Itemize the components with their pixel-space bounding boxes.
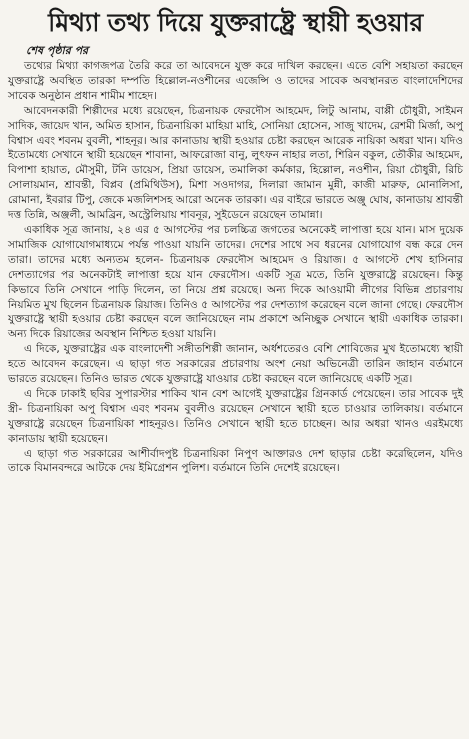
paragraph-2: আবেদনকারী শিল্পীদের মধ্যে রয়েছেন, চিত্রনায়ক ফেরদৌস আহমেদ, লিটু আনাম, বাপ্পী চৌধুরী, সাইমন সাদিক, জায়েদ খান, অমিত হাসান, চিত্রনায়িকা মাহিয়া মাহি, সোনিয়া হোসেন, সাজু খাদেম, রেশমী মির্জা, অপু বিশ্বাস এবং শবনম বুবলী, শাহনূর। আর কানাডায় স্থায়ী হওয়ার চেষ্টা করছেন আরেক নায়িকা অধরা খান। যদিও ইতোমধ্যে সেখানে স্থায়ী হয়েছেন শাবানা, আফরোজা বানু, লুৎফন নাহার লতা, শিরিন বকুল, তৌকীর আহমেদ, বিপাশা হায়াত, মৌসুমী, টনি ডায়েস, প্রিয়া ডায়েস, তমালিকা কর্মকার, হিল্লোল, নওশীন, রিয়া চৌধুরী, রিচি সোলায়মান, শ্রাবন্তী, বিপ্লব (প্রমিথিউস), মিশা সওদাগর, দিলারা জামান মুন্নী, কাজী মারুফ, মোনালিসা, রোমানা, ইবরার টিপু, জেকে মজলিশসহ আরো অনেক তারকা। এর বাইরে ভারতে অঞ্জু ঘোষ, কানাডায় শ্রাবন্তী দত্ত তিন্নি, অঞ্জলী, আমব্রিন, অস্ট্রেলিয়ায় শাবনূর, সুইডেনে রয়েছেন তামান্না। (8, 104, 463, 222)
continued-label: শেষ পৃষ্ঠার পর (26, 44, 89, 57)
headline: মিথ্যা তথ্য দিয়ে যুক্তরাষ্ট্রে স্থায়ী হওয়ার (48, 8, 423, 37)
paragraph-5: এ দিকে ঢাকাই ছবির সুপারস্টার শাকিব খান বেশ আগেই যুক্তরাষ্ট্রের গ্রিনকার্ড পেয়েছেন। তার সাবেক দুই স্ত্রী- চিত্রনায়িকা অপু বিশ্বাস এবং শবনম বুবলীও রয়েছেন সেখানে স্থায়ী হতে চাওয়ার তালিকায়। বর্তমানে যুক্তরাষ্ট্রে রয়েছেন চিত্রনায়িকা শাহনূরও। তিনিও সেখানে স্থায়ী হতে চাচ্ছেন। আর অধরা খানও এরইমধ্যে কানাডায় স্থায়ী হয়েছেন। (8, 387, 463, 445)
paragraph-6: এ ছাড়া গত সরকারের আশীর্বাদপুষ্ট চিত্রনায়িকা নিপুণ আক্তারও দেশ ছাড়ার চেষ্টা করেছিলেন, যদিও তাকে বিমানবন্দরে আটকে দেয় ইমিগ্রেশন পুলিশ। বর্তমানে তিনি দেশেই রয়েছেন। (8, 447, 463, 475)
paragraph-1: তথ্যের মিথ্যা কাগজপত্র তৈরি করে তা আবেদনে যুক্ত করে দাখিল করছেন। এতে বেশি সহায়তা করছেন যুক্তরাষ্ট্রে অবস্থিত তারকা দম্পতি হিল্লোল-নওশীনের এজেন্সি ও তাদের সাবেক অবস্থানরত বাংলাদেশিদের সাবেক অনুষ্ঠান প্রধান শামীম শাহেদ। (8, 60, 463, 102)
paragraph-3: একাধিক সূত্র জানায়, ২৪ এর ৫ আগস্টের পর চলচ্চিত্র জগতের অনেকেই লাপাত্তা হয়ে যান। মাস দুয়েক সামাজিক যোগাযোগমাধ্যমে পর্যন্ত পাওয়া যায়নি তাদের। দেশের সাথে সব ধরনের যোগাযোগ বন্ধ করে দেন তারা। তাদের মধ্যে অন্যতম হলেন- চিত্রনায়ক ফেরদৌস আহমেদ ও রিয়াজ। ৫ আগস্টে শেখ হাসিনার দেশত্যাগের পর অনেকটাই লাপাত্তা হয়ে যান ফেরদৌস। একটি সূত্র মতে, তিনি যুক্তরাষ্ট্রে রয়েছেন। কিন্তু কিভাবে তিনি সেখানে পাড়ি দিলেন, তা নিয়ে প্রশ্ন রয়েছে। অন্য দিকে আওয়ামী লীগের বিভিন্ন প্রচারণায় নিয়মিত মুখ ছিলেন চিত্রনায়ক রিয়াজ। তিনিও ৫ আগস্টের পর দেশত্যাগ করেছেন বলে জানা গেছে। ফেরদৌস যুক্তরাষ্ট্রে স্থায়ী হওয়ার চেষ্টা করছেন বলে জানিয়েছেন নাম প্রকাশে অনিচ্ছুক সেখানে স্থায়ী একাধিক তারকা। অন্য দিকে রিয়াজের অবস্থান নিশ্চিত হওয়া যায়নি। (8, 223, 463, 341)
article-body (8, 59, 463, 476)
paragraph-4: এ দিকে, যুক্তরাষ্ট্রের এক বাংলাদেশী সঙ্গীতশিল্পী জানান, অর্ধশতেরও বেশি শোবিজের মুখ ইতোমধ্যে স্থায়ী হতে আবেদন করেছেন। এ ছাড়া গত সরকারের প্রচারণায় অংশ নেয়া অভিনেত্রী তারিন জাহান বর্তমানে ভারতে রয়েছেন। তিনিও ভারত থেকে যুক্তরাষ্ট্রে যাওয়ার চেষ্টা করছেন বলে জানিয়েছে একটি সূত্র। (8, 343, 463, 386)
